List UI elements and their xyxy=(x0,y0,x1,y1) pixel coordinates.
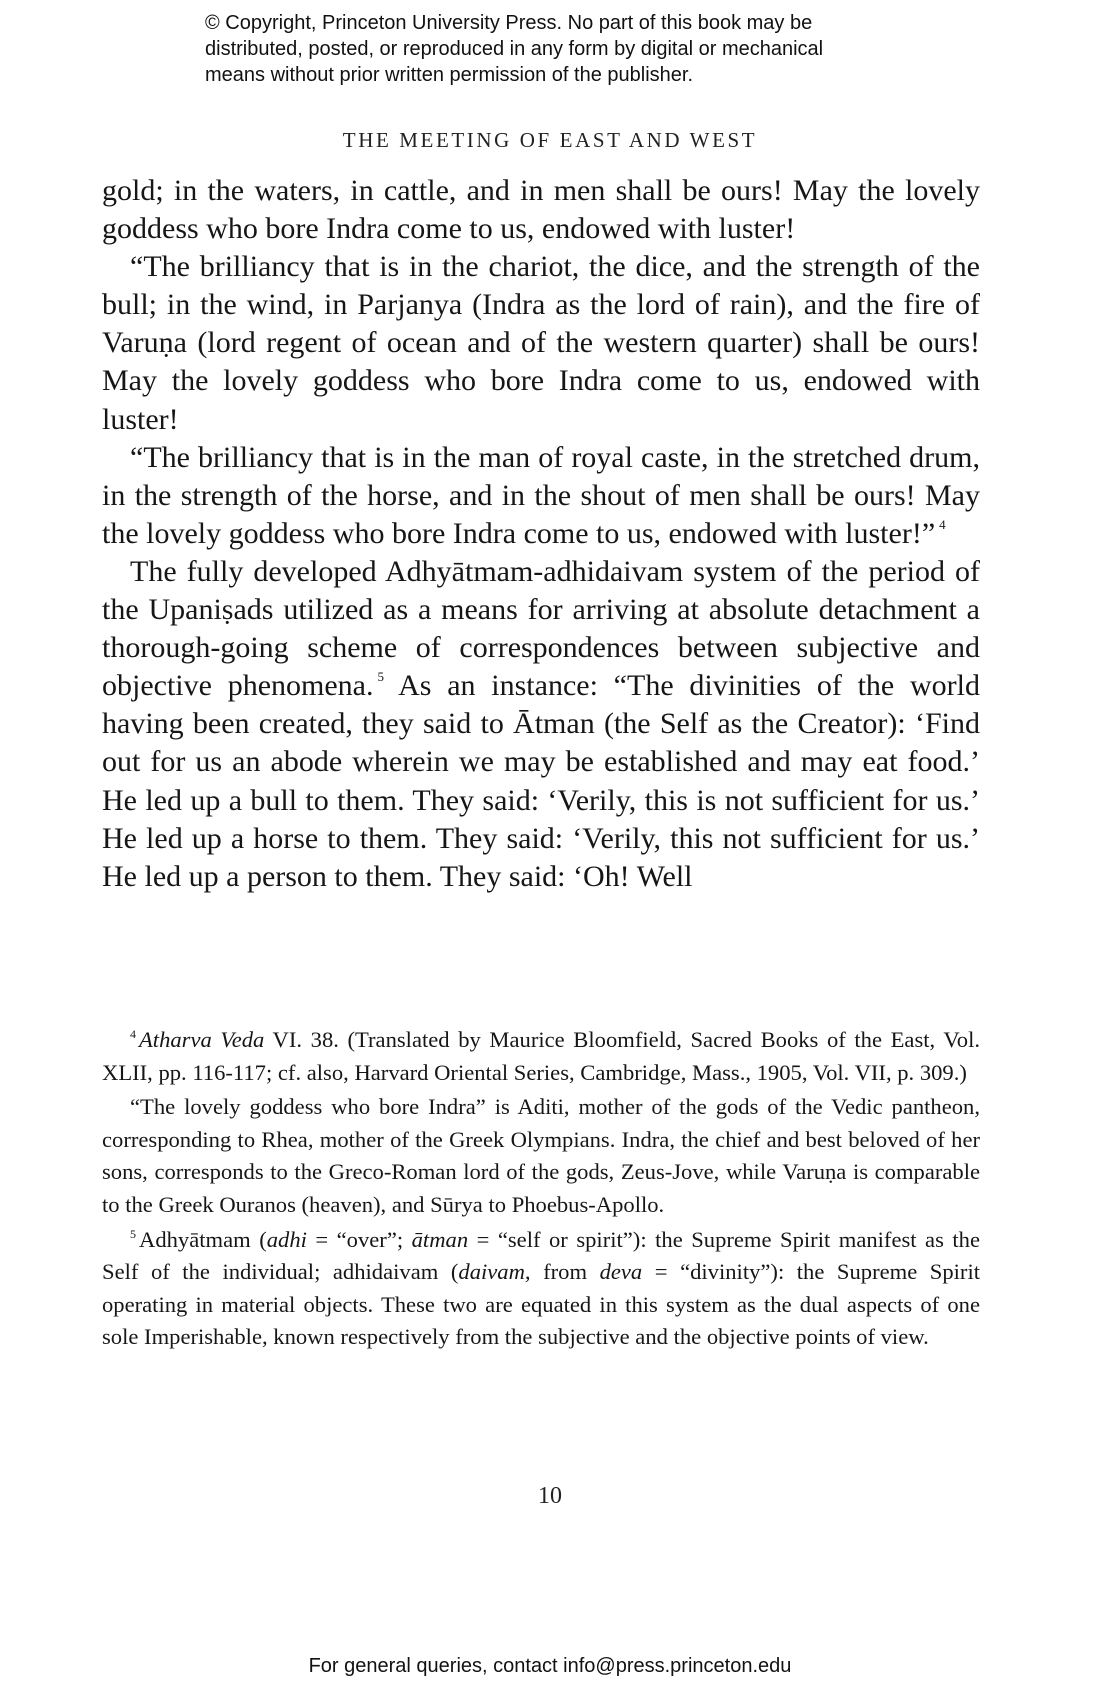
work-title: Atharva Veda xyxy=(139,1027,265,1052)
footnote-text: VI. 38. (Translated by Maurice Bloomfield, Sacred Books of the East, Vol. XLII, pp. 116-117; cf. also, Harvard Oriental Series, Cambridge, Mass., 1905, Vol. VII, p. 309.) xyxy=(102,1027,980,1085)
footnote-ref: 4 xyxy=(939,516,946,532)
paragraph-text: “The brilliancy that is in the man of royal caste, in the stretched drum, in the strength of the horse, and in the shout of men shall be ours! May the lovely goddess who bore Indra come to us, endowed with luster!” xyxy=(102,440,980,550)
footnote-text: = “over”; xyxy=(306,1226,412,1252)
term: daivam, xyxy=(458,1259,531,1285)
footnotes xyxy=(102,1024,980,1356)
copyright-line: distributed, posted, or reproduced in any form by digital or mechanical xyxy=(205,38,824,60)
footnote-text: = “self or spirit”): the Supreme Spirit manifest as the Self of the individual; adhidaivam ( xyxy=(102,1226,980,1285)
paragraph xyxy=(102,553,980,896)
footnote-4-continued: “The lovely goddess who bore Indra” is Aditi, mother of the gods of the Vedic pantheon, corresponding to Rhea, mother of the Greek Olympians. Indra, the chief and best beloved of her sons, corresponds to the Greco-Roman lord of the gods, Zeus-Jove, while Varuṇa is comparable to the Greek Ouranos (heaven), and Sūrya to Phoebus-Apollo. xyxy=(102,1094,980,1217)
footnote-text: = “divinity”): the Supreme Spirit operating in material objects. These two are equated in this system as the dual aspects of one sole Imperishable, known respectively from the subjective and the objective points of view. xyxy=(102,1259,980,1350)
footnote-5 xyxy=(102,1224,980,1354)
footnote-4 xyxy=(102,1024,980,1089)
page-number: 10 xyxy=(538,1483,562,1509)
paragraph-text: The fully developed Adhyātmam-adhidaivam system of the period of the Upaniṣads utilized as a means for arriving at absolute detachment a thorough-going scheme of correspondences between subjective and objective phenomena. xyxy=(102,554,980,703)
term: deva xyxy=(599,1259,643,1285)
main-text xyxy=(102,172,980,896)
copyright-notice xyxy=(205,10,905,88)
paragraph-text: As an instance: “The divinities of the world having been created, they said to Ātman (the Self as the Creator): ‘Find out for us an abode wherein we may be established and may eat food.’ He led up a bull to them. They said: ‘Verily, this is not sufficient for us.’ He led up a horse to them. They said: ‘Verily, this not sufficient for us.’ He led up a person to them. They said: ‘Oh! Well xyxy=(102,669,980,893)
paragraph xyxy=(102,439,980,553)
paragraph: “The brilliancy that is in the chariot, the dice, and the strength of the bull; in the wind, in Parjanya (Indra as the lord of rain), and the fire of Varuṇa (lord regent of ocean and of the western quarter) shall be ours! May the lovely goddess who bore Indra come to us, endowed with luster! xyxy=(102,250,980,436)
footnote-text: from xyxy=(530,1259,600,1285)
term: adhi xyxy=(266,1226,307,1252)
running-head: THE MEETING OF EAST AND WEST xyxy=(342,128,758,152)
footnote-ref: 5 xyxy=(377,669,384,685)
footnote-number: 4 xyxy=(130,1027,136,1041)
footnote-number: 5 xyxy=(130,1226,136,1241)
footnote-text: Adhyātmam ( xyxy=(139,1226,267,1252)
copyright-line: © Copyright, Princeton University Press. No part of this book may be xyxy=(205,12,813,34)
term: ātman xyxy=(411,1226,469,1252)
copyright-line: means without prior written permission of the publisher. xyxy=(205,64,694,86)
paragraph: gold; in the waters, in cattle, and in men shall be ours! May the lovely goddess who bore Indra come to us, endowed with luster! xyxy=(102,174,980,246)
contact-footer: For general queries, contact info@press.princeton.edu xyxy=(308,1655,792,1677)
